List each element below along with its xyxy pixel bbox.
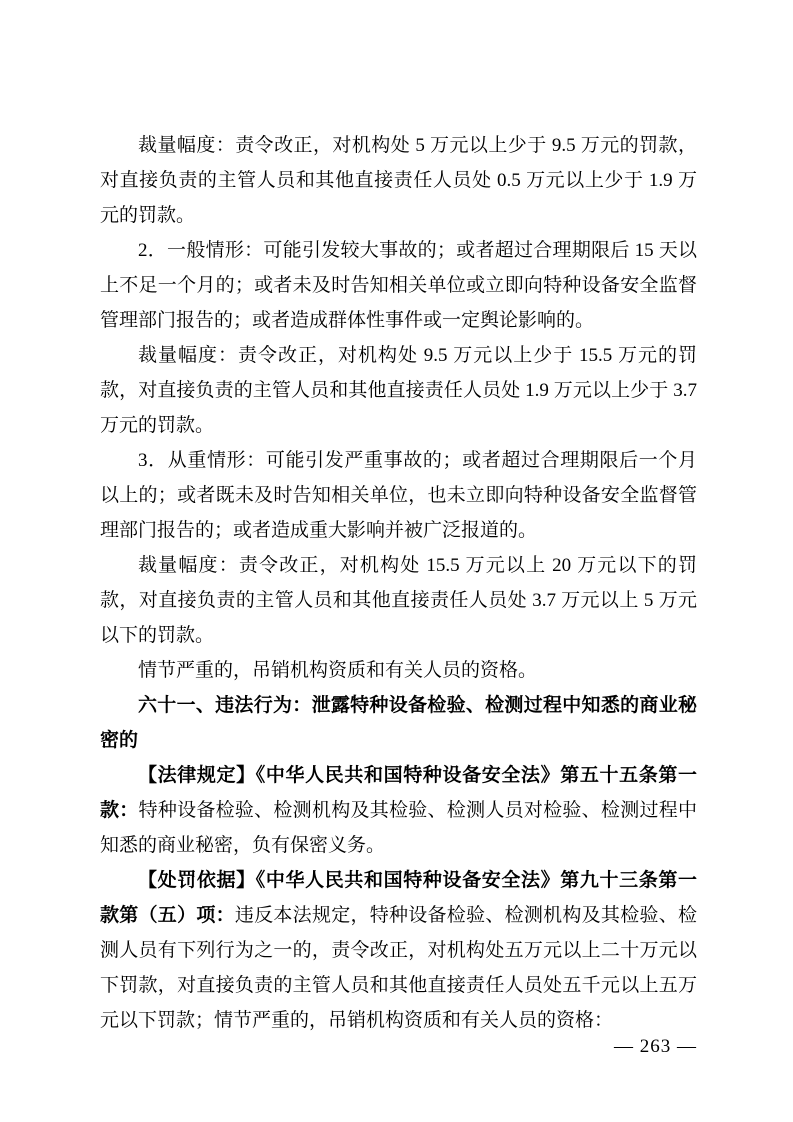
paragraph <box>100 233 697 338</box>
paragraph-text: 特种设备检验、检测机构及其检验、检测人员对检验、检测过程中知悉的商业秘密，负有保密义务。 <box>100 800 697 856</box>
paragraph <box>100 128 697 233</box>
section-heading <box>100 688 697 758</box>
document-body <box>100 128 697 1038</box>
paragraph-text: 3．从重情形：可能引发严重事故的；或者超过合理期限后一个月以上的；或者既未及时告知相关单位，也未立即向特种设备安全监督管理部门报告的；或者造成重大影响并被广泛报道的。 <box>100 450 697 541</box>
paragraph <box>100 338 697 443</box>
section-heading-text: 六十一、违法行为：泄露特种设备检验、检测过程中知悉的商业秘密的 <box>100 695 697 751</box>
paragraph-text: 情节严重的，吊销机构资质和有关人员的资格。 <box>138 660 538 681</box>
paragraph-text: 裁量幅度：责令改正，对机构处 5 万元以上少于 9.5 万元的罚款，对直接负责的主管人员和其他直接责任人员处 0.5 万元以上少于 1.9 万元的罚款。 <box>100 135 697 226</box>
paragraph <box>100 653 697 688</box>
paragraph <box>100 548 697 653</box>
paragraph <box>100 443 697 548</box>
paragraph-penalty-basis <box>100 863 697 1038</box>
paragraph-legal-provision <box>100 758 697 863</box>
paragraph-text: 2．一般情形：可能引发较大事故的；或者超过合理期限后 15 天以上不足一个月的；或者未及时告知相关单位或立即向特种设备安全监督管理部门报告的；或者造成群体性事件或一定舆论影响的。 <box>100 240 697 331</box>
page-number: — 263 — <box>614 1036 697 1057</box>
penalty-basis-label: 【处罚依据】《中华人民共和国特种设备安全法》第九十三条第一款第（五）项： <box>100 870 697 926</box>
paragraph-text: 裁量幅度：责令改正，对机构处 9.5 万元以上少于 15.5 万元的罚款，对直接负责的主管人员和其他直接责任人员处 1.9 万元以上少于 3.7 万元的罚款。 <box>100 345 697 436</box>
paragraph-text: 裁量幅度：责令改正，对机构处 15.5 万元以上 20 万元以下的罚款，对直接负责的主管人员和其他直接责任人员处 3.7 万元以上 5 万元以下的罚款。 <box>100 555 697 646</box>
legal-provision-label: 【法律规定】《中华人民共和国特种设备安全法》第五十五条第一款： <box>100 765 697 821</box>
paragraph-text: 违反本法规定，特种设备检验、检测机构及其检验、检测人员有下列行为之一的，责令改正，对机构处五万元以上二十万元以下罚款，对直接负责的主管人员和其他直接责任人员处五千元以上五万元以下罚款；情节严重的，吊销机构资质和有关人员的资格： <box>100 905 697 1031</box>
